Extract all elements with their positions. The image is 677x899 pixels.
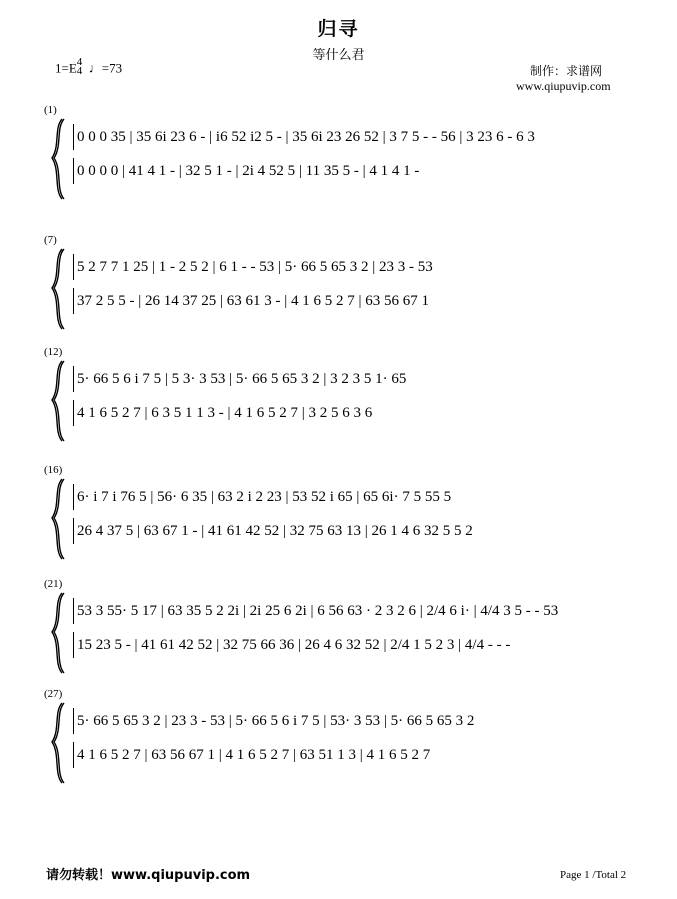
system-1-lower-staff: [70, 158, 640, 188]
footer-note: 请勿转载！www.qiupuvip.com: [46, 868, 251, 883]
grand-staff-brace: [48, 118, 64, 198]
time-signature-bottom: 4: [76, 65, 83, 78]
system-5-lower-staff: [70, 632, 640, 662]
system-number: (16): [44, 464, 63, 476]
lower-notes: 15 23 5 - | 41 61 42 52 | 32 75 66 36 | 26 4 6 32 52 | 2/4 1 5 2 3 | 4/4 - - -: [77, 636, 511, 653]
barline: [73, 484, 74, 510]
upper-notes: 0 0 0 35 | 35 6i 23 6 - | i6 52 i2 5 - | 35 6i 23 26 52 | 3 7 5 - - 56 | 3 23 6 - 6 3: [77, 128, 535, 145]
barline: [73, 254, 74, 280]
system-2: [40, 234, 640, 328]
lower-notes: 4 1 6 5 2 7 | 63 56 67 1 | 4 1 6 5 2 7 | 63 51 1 3 | 4 1 6 5 2 7: [77, 746, 431, 763]
barline: [73, 598, 74, 624]
grand-staff-brace: [48, 592, 64, 672]
system-3-upper-staff: [70, 366, 640, 396]
grand-staff-brace: [48, 248, 64, 328]
time-signature-top: 4: [76, 56, 83, 68]
page-number: Page 1 /Total 2: [560, 869, 627, 881]
credit-website: www.qiupuvip.com: [516, 79, 611, 93]
system-6-lower-staff: [70, 742, 640, 772]
system-4-upper-staff: [70, 484, 640, 514]
system-3-lower-staff: [70, 400, 640, 430]
system-number: (7): [44, 234, 57, 246]
system-1-upper-staff: [70, 124, 640, 154]
barline: [73, 288, 74, 314]
system-number: (12): [44, 346, 63, 358]
grand-staff-brace: [48, 360, 64, 440]
barline: [73, 158, 74, 184]
grand-staff-brace: [48, 478, 64, 558]
upper-notes: 5· 66 5 6 i 7 5 | 5 3· 3 53 | 5· 66 5 65 3 2 | 3 2 3 5 1· 65: [77, 370, 407, 387]
system-4: [40, 464, 640, 558]
credit-producer: 制作：求谱网: [530, 64, 603, 78]
grand-staff-brace: [48, 702, 64, 782]
upper-notes: 5 2 7 7 1 25 | 1 - 2 5 2 | 6 1 - - 53 | 5· 66 5 65 3 2 | 23 3 - 53: [77, 258, 433, 275]
barline: [73, 742, 74, 768]
time-signature: [77, 58, 83, 77]
barline: [73, 366, 74, 392]
upper-notes: 53 3 55· 5 17 | 63 35 5 2 2i | 2i 25 6 2i | 6 56 63 · 2 3 2 6 | 2/4 6 i· | 4/4 3 5 - - 53: [77, 602, 559, 619]
upper-notes: 5· 66 5 65 3 2 | 23 3 - 53 | 5· 66 5 6 i 7 5 | 53· 3 53 | 5· 66 5 65 3 2: [77, 712, 475, 729]
upper-notes: 6· i 7 i 76 5 | 56· 6 35 | 63 2 i 2 23 | 53 52 i 65 | 65 6i· 7 5 55 5: [77, 488, 452, 505]
system-6-upper-staff: [70, 708, 640, 738]
system-1: [40, 104, 640, 198]
lower-notes: 4 1 6 5 2 7 | 6 3 5 1 1 3 - | 4 1 6 5 2 7 | 3 2 5 6 3 6: [77, 404, 373, 421]
system-number: (1): [44, 104, 57, 116]
lower-notes: 37 2 5 5 - | 26 14 37 25 | 63 61 3 - | 4 1 6 5 2 7 | 63 56 67 1: [77, 292, 430, 309]
system-6: [40, 688, 640, 782]
key-signature: 1=E: [55, 60, 77, 76]
system-number: (27): [44, 688, 63, 700]
system-4-lower-staff: [70, 518, 640, 548]
system-5-upper-staff: [70, 598, 640, 628]
system-5: [40, 578, 640, 672]
barline: [73, 708, 74, 734]
lower-notes: 26 4 37 5 | 63 67 1 - | 41 61 42 52 | 32 75 63 13 | 26 1 4 6 32 5 5 2: [77, 522, 473, 539]
barline: [73, 518, 74, 544]
lower-notes: 0 0 0 0 | 41 4 1 - | 32 5 1 - | 2i 4 52 5 | 11 35 5 - | 4 1 4 1 -: [77, 162, 420, 179]
system-3: [40, 346, 640, 440]
key-and-tempo: [55, 58, 122, 77]
system-2-lower-staff: [70, 288, 640, 318]
system-number: (21): [44, 578, 63, 590]
system-2-upper-staff: [70, 254, 640, 284]
tempo-marking: ♩=73: [88, 60, 123, 76]
barline: [73, 124, 74, 150]
composer-name: 等什么君: [312, 48, 365, 63]
page-title: 归寻: [317, 18, 360, 40]
barline: [73, 632, 74, 658]
barline: [73, 400, 74, 426]
